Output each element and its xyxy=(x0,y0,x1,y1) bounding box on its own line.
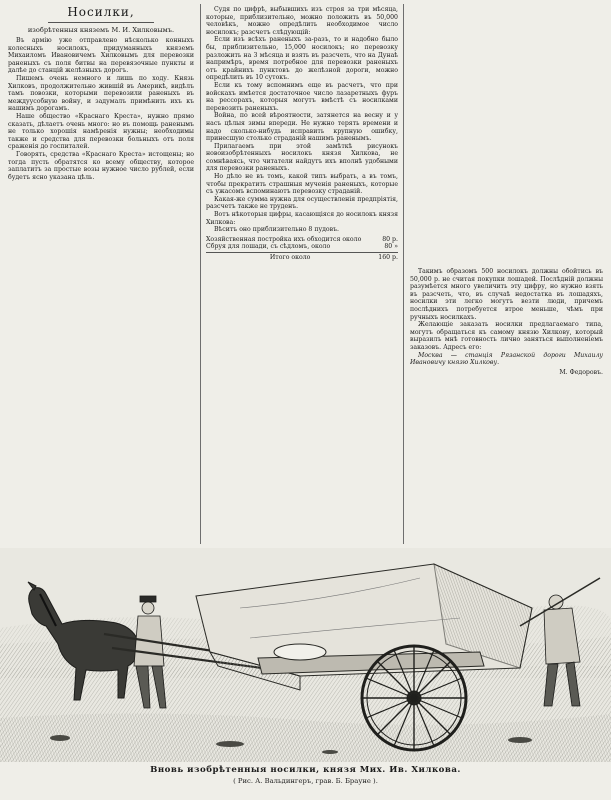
cost-total-label: Итого около xyxy=(269,254,311,261)
column-1-paragraph: Пишемъ очень немного и лишь по ходу. Князь Хилковъ, продолжительно жившiй въ Америкѣ, видѣлъ тамъ повозки, которыми перевозили раненыхъ въ междуусобную войну, и задумалъ примѣнить ихъ къ нашимъ дорогамъ. xyxy=(8,74,194,113)
column-2-paragraph: Вѣситъ оно приблизительно 8 пудовъ. xyxy=(214,226,340,234)
column-2-paragraph: Какая-же сумма нужна для осуществленiя предпрiятiя, разсчетъ также не труденъ. xyxy=(206,195,398,211)
column-2-paragraph: Если къ тому вспомнимъ еще въ расчетъ, что при войскахъ имѣется достаточное число лазаретныхъ фуръ на рессорахъ, которыя могутъ вмѣстѣ съ носилками перевозить раненыхъ. xyxy=(206,81,398,112)
column-rule xyxy=(200,4,201,544)
column-2-paragraph: Вотъ нѣкоторыя цифры, касающiяся до носилокъ князя Хилкова: xyxy=(206,211,398,226)
article-column-2 xyxy=(206,6,398,554)
cost-row-value: 80 » xyxy=(384,243,398,251)
cost-row xyxy=(206,243,398,251)
column-3-paragraph: Желающiе заказать носилки предлагаемаго типа, могутъ обращаться къ самому князю Хилкову, который выразилъ мнѣ готовность лично заняться выполненiемъ заказовъ. Адресъ его: xyxy=(410,321,603,351)
cart-wheel xyxy=(362,646,466,750)
article-title: Носилки, xyxy=(67,6,135,19)
article-column-1 xyxy=(8,6,194,554)
column-1-paragraph: Наше общество «Краснаго Креста», нужно прямо сказать, дѣлаетъ очень много: но въ помощь раненымъ не только хорошiя намѣренiя нужны; необходимы также и средства для перевозки больныхъ отъ поля сраженiя до госпиталей. xyxy=(8,112,194,151)
stretcher-cart-engraving xyxy=(0,548,611,762)
title-divider xyxy=(48,22,154,23)
column-1-paragraph: Говорять, средства «Краснаго Креста» истощены; но тогда пусть обратятся ко всему обществу, которое заплатитъ за простые возы нужное число рублей, если будетъ ясно указана цѣль. xyxy=(8,150,194,181)
cost-row-label: Хозяйственная постройка ихъ обходится около xyxy=(206,235,362,243)
column-rule xyxy=(403,4,404,544)
caption-title: Вновь изобрѣтенныя носилки, князя Мих. Ив. Хилкова. xyxy=(150,765,461,775)
author-signature: М. Федоровъ. xyxy=(559,368,603,376)
caption-credit: ( Рис. А. Вальдингеръ, грав. Б. Брауне ). xyxy=(233,777,378,785)
illustration-caption xyxy=(0,764,611,786)
cost-total-row xyxy=(206,252,398,262)
article-subtitle: изобрѣтенныя княземъ М. И. Хилковымъ. xyxy=(27,26,175,34)
article-column-3 xyxy=(410,268,603,548)
cost-row-label: Сбруя для лошади, съ сѣдломъ, около xyxy=(206,243,331,251)
cost-table xyxy=(206,236,398,262)
column-2-paragraph: Если изъ всѣхъ раненыхъ за-разъ, то и надобно было бы, приблизительно, 15,000 носилокъ; но перевозку разложить на 3 мѣсяца и взять въ разсчеть, что на Дунаѣ напримѣръ, время потребное для перевозки раненыхъ отъ крайнихъ пунктовъ до желѣзной дороги, можно опредѣлить въ 10 сутокъ. xyxy=(206,36,398,82)
column-2-paragraph: Война, по всей вѣроятности, затянется на весну и у насъ цѣлыя зимы впереди. Не нужно терять времени и надо сколько-нибудь исправить крупную ошибку, принесшую столько страданiй нашимъ раненымъ. xyxy=(206,112,398,143)
column-1-paragraph: Въ армiю уже отправлено нѣсколько конныхъ колесныхъ носилокъ, придуманныхъ княземъ Михаиломъ Ивановичемъ Хилковымъ для перевозки раненыхъ съ поля битвы на перевязочные пункты и далѣе до станцiй желѣзныхъ дорогъ. xyxy=(8,37,194,75)
ground-terrain xyxy=(0,666,611,762)
column-2-paragraph: Но дѣло не въ томъ, какой типъ выбрать, а въ томъ, чтобы прекратить страшныя мученiя раненыхъ, которые съ ужасомъ вспоминаютъ перевозку страданiй. xyxy=(206,173,398,196)
cost-row-value: 80 р. xyxy=(382,235,398,243)
column-2-paragraph: Судя по цифрѣ, выбывшихъ изъ строя за три мѣсяца, которые, приблизительно, можно положить въ 50,000 человѣкъ, можно опредѣлить необходимое число носилокъ; разсчетъ слѣдующiй: xyxy=(206,6,398,36)
column-2-paragraph: Прилагаемъ при этой замѣткѣ рисунокъ новоизобрѣтенныхъ носилокъ князя Хилкова, не сомнѣваясь, что читатели найдутъ ихъ вполнѣ удобными для перевозки раненыхъ. xyxy=(206,142,398,173)
cost-total-value: 160 р. xyxy=(378,254,398,261)
address-text: Москва — станцiя Рязанской дороги Михаилу Ивановичу князю Хилкову. xyxy=(410,351,603,367)
column-3-paragraph: Такимъ образомъ 500 носилокъ должны обойтись въ 50,000 р. не считая покупки лошадей. Послѣднiй должны разумѣется много увеличить эту цифру, но нужно взять въ разсчеть, что, въ случаѣ недостатка въ лошадяхъ, носилки эти легко могутъ везти люди, причемъ послѣднихъ потребуется втрое меньше, чѣмъ при ручныхъ носилкахъ. xyxy=(410,268,603,321)
cost-row xyxy=(206,236,398,244)
